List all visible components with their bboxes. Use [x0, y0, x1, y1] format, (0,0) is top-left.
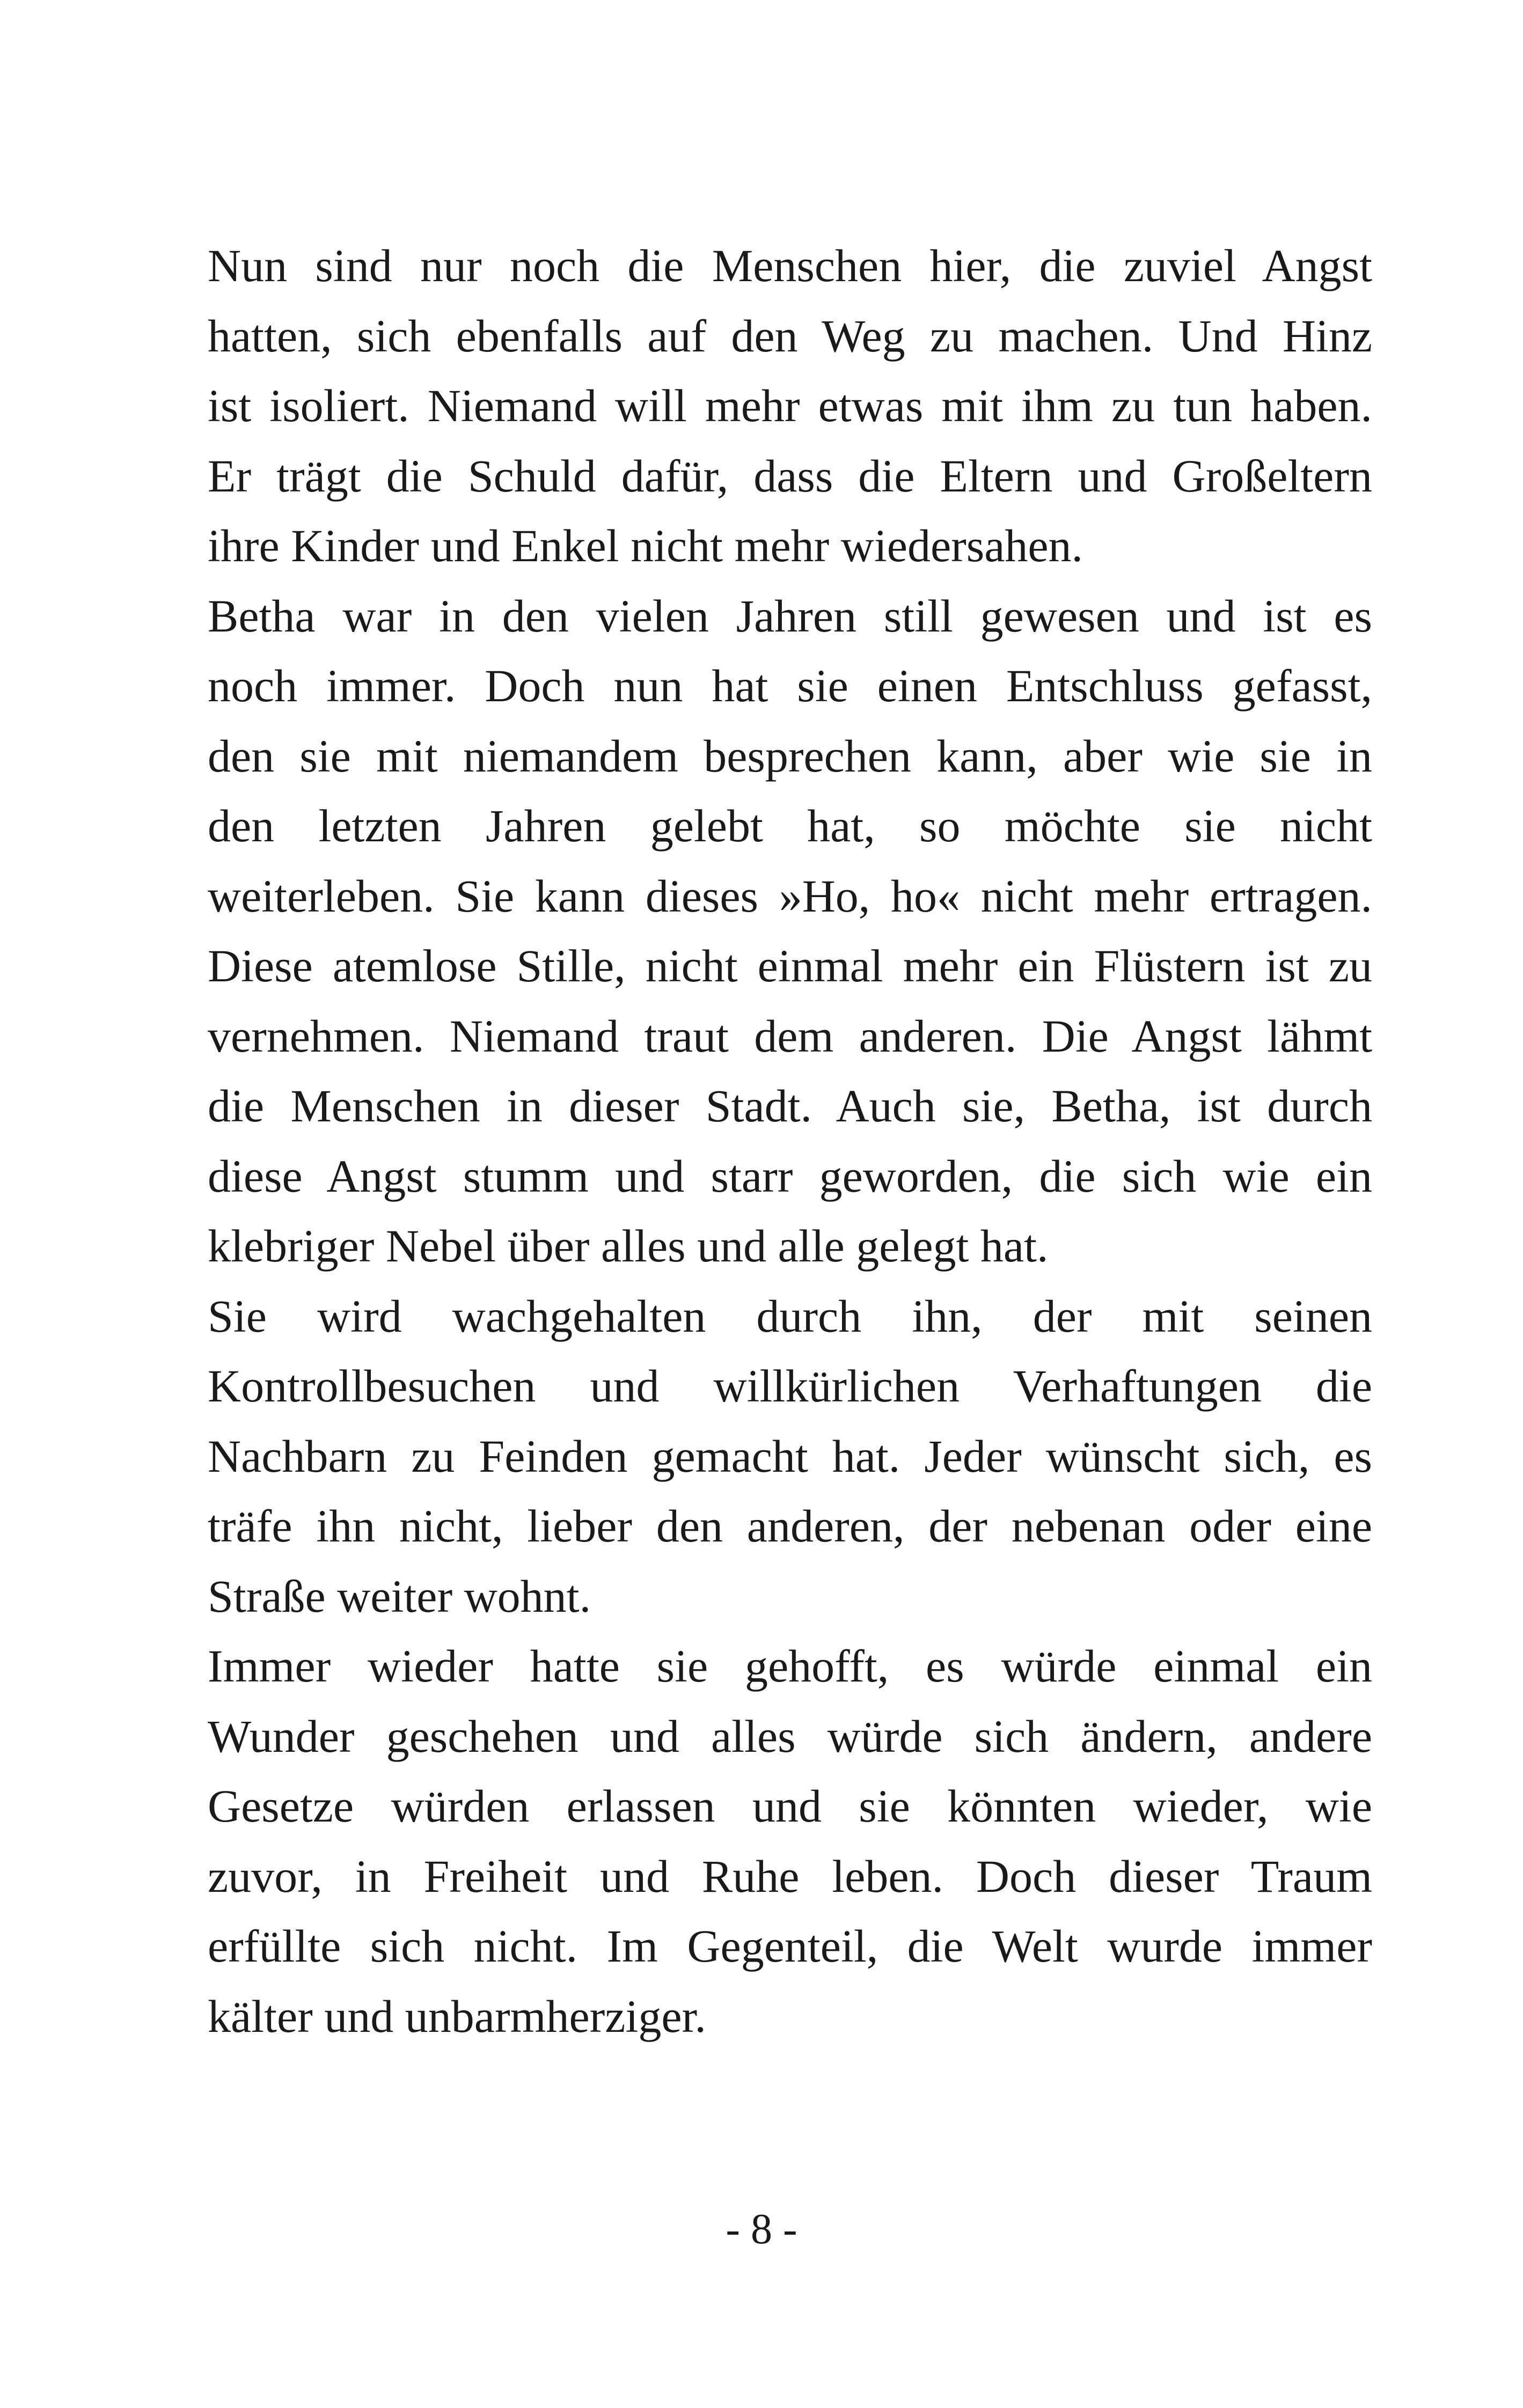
text-line: Er trägt die Schuld dafür, dass die Eltern und Großeltern — [208, 450, 1372, 502]
paragraph-4 — [192, 1631, 1372, 2051]
page-number: - 8 - — [726, 2206, 797, 2253]
text-line: Diese atemlose Stille, nicht einmal mehr ein Flüstern ist zu — [208, 940, 1372, 992]
text-line: hatten, sich ebenfalls auf den Weg zu machen. Und Hinz — [208, 310, 1372, 362]
text-line: ist isoliert. Niemand will mehr etwas mit ihm zu tun haben. — [208, 380, 1372, 431]
paragraph-2 — [192, 581, 1372, 1281]
text-line: klebriger Nebel über alles und alle gelegt hat. — [208, 1220, 1049, 1272]
text-line: Wunder geschehen und alles würde sich ändern, andere — [208, 1710, 1372, 1762]
text-line: diese Angst stumm und starr geworden, die sich wie ein — [208, 1150, 1372, 1202]
text-line: Gesetze würden erlassen und sie könnten wieder, wie — [208, 1780, 1372, 1832]
paragraph-1 — [192, 231, 1372, 581]
text-line: Kontrollbesuchen und willkürlichen Verhaftungen die — [208, 1360, 1372, 1412]
text-line: vernehmen. Niemand traut dem anderen. Die Angst lähmt — [208, 1010, 1372, 1062]
text-line: den letzten Jahren gelebt hat, so möchte sie nicht — [208, 800, 1372, 851]
text-line: Sie wird wachgehalten durch ihn, der mit seinen — [208, 1290, 1372, 1342]
text-line: den sie mit niemandem besprechen kann, aber wie sie in — [208, 730, 1372, 782]
text-line: Immer wieder hatte sie gehofft, es würde einmal ein — [208, 1640, 1372, 1692]
text-line: die Menschen in dieser Stadt. Auch sie, Betha, ist durch — [208, 1080, 1372, 1132]
text-line: Betha war in den vielen Jahren still gewesen und ist es — [208, 590, 1372, 642]
text-line: noch immer. Doch nun hat sie einen Entschluss gefasst, — [208, 660, 1372, 711]
text-line: kälter und unbarmherziger. — [208, 1990, 706, 2042]
text-line: träfe ihn nicht, lieber den anderen, der nebenan oder eine — [208, 1500, 1372, 1552]
text-line: Nun sind nur noch die Menschen hier, die zuviel Angst — [208, 240, 1372, 291]
text-line: Nachbarn zu Feinden gemacht hat. Jeder wünscht sich, es — [208, 1430, 1372, 1482]
text-line: zuvor, in Freiheit und Ruhe leben. Doch dieser Traum — [208, 1850, 1372, 1902]
text-line: erfüllte sich nicht. Im Gegenteil, die Welt wurde immer — [208, 1920, 1372, 1972]
text-line: ihre Kinder und Enkel nicht mehr wiedersahen. — [208, 520, 1083, 571]
body-text — [192, 231, 1372, 2051]
paragraph-3 — [192, 1281, 1372, 1632]
text-line: weiterleben. Sie kann dieses »Ho, ho« nicht mehr ertragen. — [208, 870, 1372, 922]
text-line: Straße weiter wohnt. — [208, 1570, 591, 1622]
